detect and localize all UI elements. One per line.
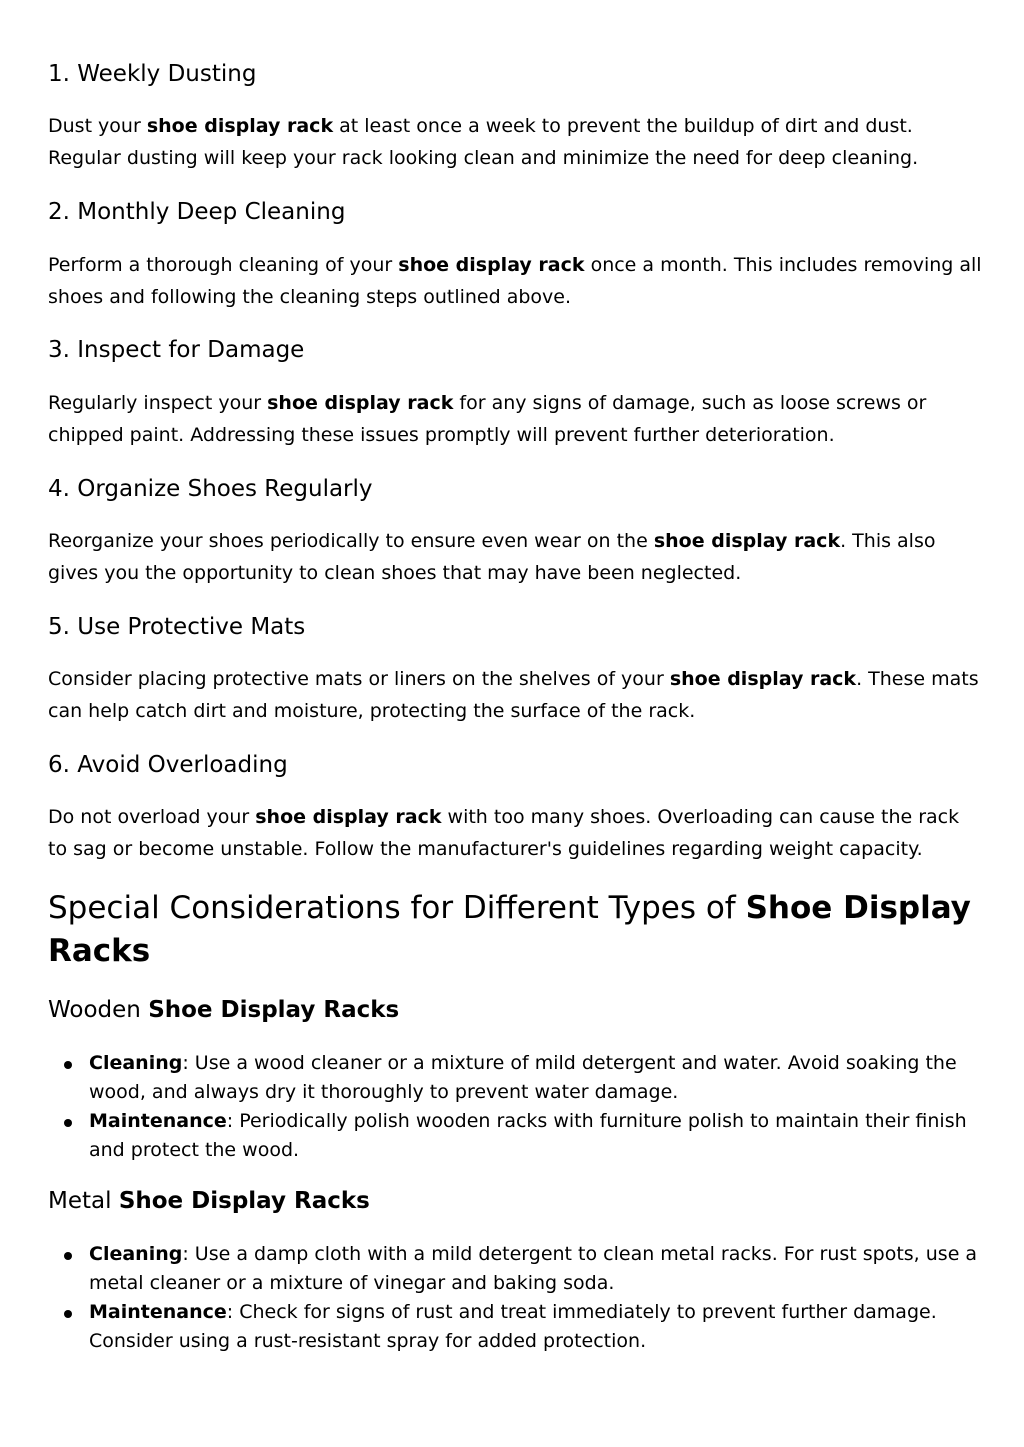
metal-racks-list [48,1240,983,1356]
list-item: Maintenance: Periodically polish wooden racks with furniture polish to maintain their finish and protect the wood. [48,1107,983,1165]
tip-5-heading: 5. Use Protective Mats [48,614,306,640]
list-item: Cleaning: Use a wood cleaner or a mixture of mild detergent and water. Avoid soaking the wood, and always dry it thoroughly to prevent water damage. [48,1049,983,1107]
metal-racks-heading: Metal Shoe Display Racks [48,1188,370,1214]
tip-1-text: Dust your shoe display rack at least once a week to prevent the buildup of dirt and dust. Regular dusting will keep your rack looking clean and minimize the need for deep cleaning. [48,115,919,169]
tip-1-heading: 1. Weekly Dusting [48,61,257,87]
tip-3-heading: 3. Inspect for Damage [48,337,305,363]
tip-5-text: Consider placing protective mats or liners on the shelves of your shoe display rack. These mats can help catch dirt and moisture, protecting the surface of the rack. [48,668,979,722]
tip-2-heading: 2. Monthly Deep Cleaning [48,199,346,225]
tip-6-text: Do not overload your shoe display rack with too many shoes. Overloading can cause the rack to sag or become unstable. Follow the manufacturer's guidelines regarding weight capacity. [48,806,960,860]
wooden-racks-heading: Wooden Shoe Display Racks [48,997,400,1023]
tip-2-text: Perform a thorough cleaning of your shoe display rack once a month. This includes removing all shoes and following the cleaning steps outlined above. [48,254,982,308]
list-item: Cleaning: Use a damp cloth with a mild detergent to clean metal racks. For rust spots, use a metal cleaner or a mixture of vinegar and baking soda. [48,1240,983,1298]
bullet-icon [64,1310,72,1318]
wooden-racks-list [48,1049,983,1165]
list-item: Maintenance: Check for signs of rust and treat immediately to prevent further damage. Consider using a rust-resistant spray for added protection. [48,1298,983,1356]
bullet-icon [64,1119,72,1127]
special-considerations-title: Special Considerations for Different Types of Shoe Display Racks [48,890,971,969]
tip-4-text: Reorganize your shoes periodically to ensure even wear on the shoe display rack. This also gives you the opportunity to clean shoes that may have been neglected. [48,530,936,584]
tip-3-text: Regularly inspect your shoe display rack for any signs of damage, such as loose screws or chipped paint. Addressing these issues promptly will prevent further deterioration. [48,392,927,446]
tip-4-heading: 4. Organize Shoes Regularly [48,476,373,502]
bullet-icon [64,1061,72,1069]
tip-6-heading: 6. Avoid Overloading [48,752,288,778]
bullet-icon [64,1252,72,1260]
